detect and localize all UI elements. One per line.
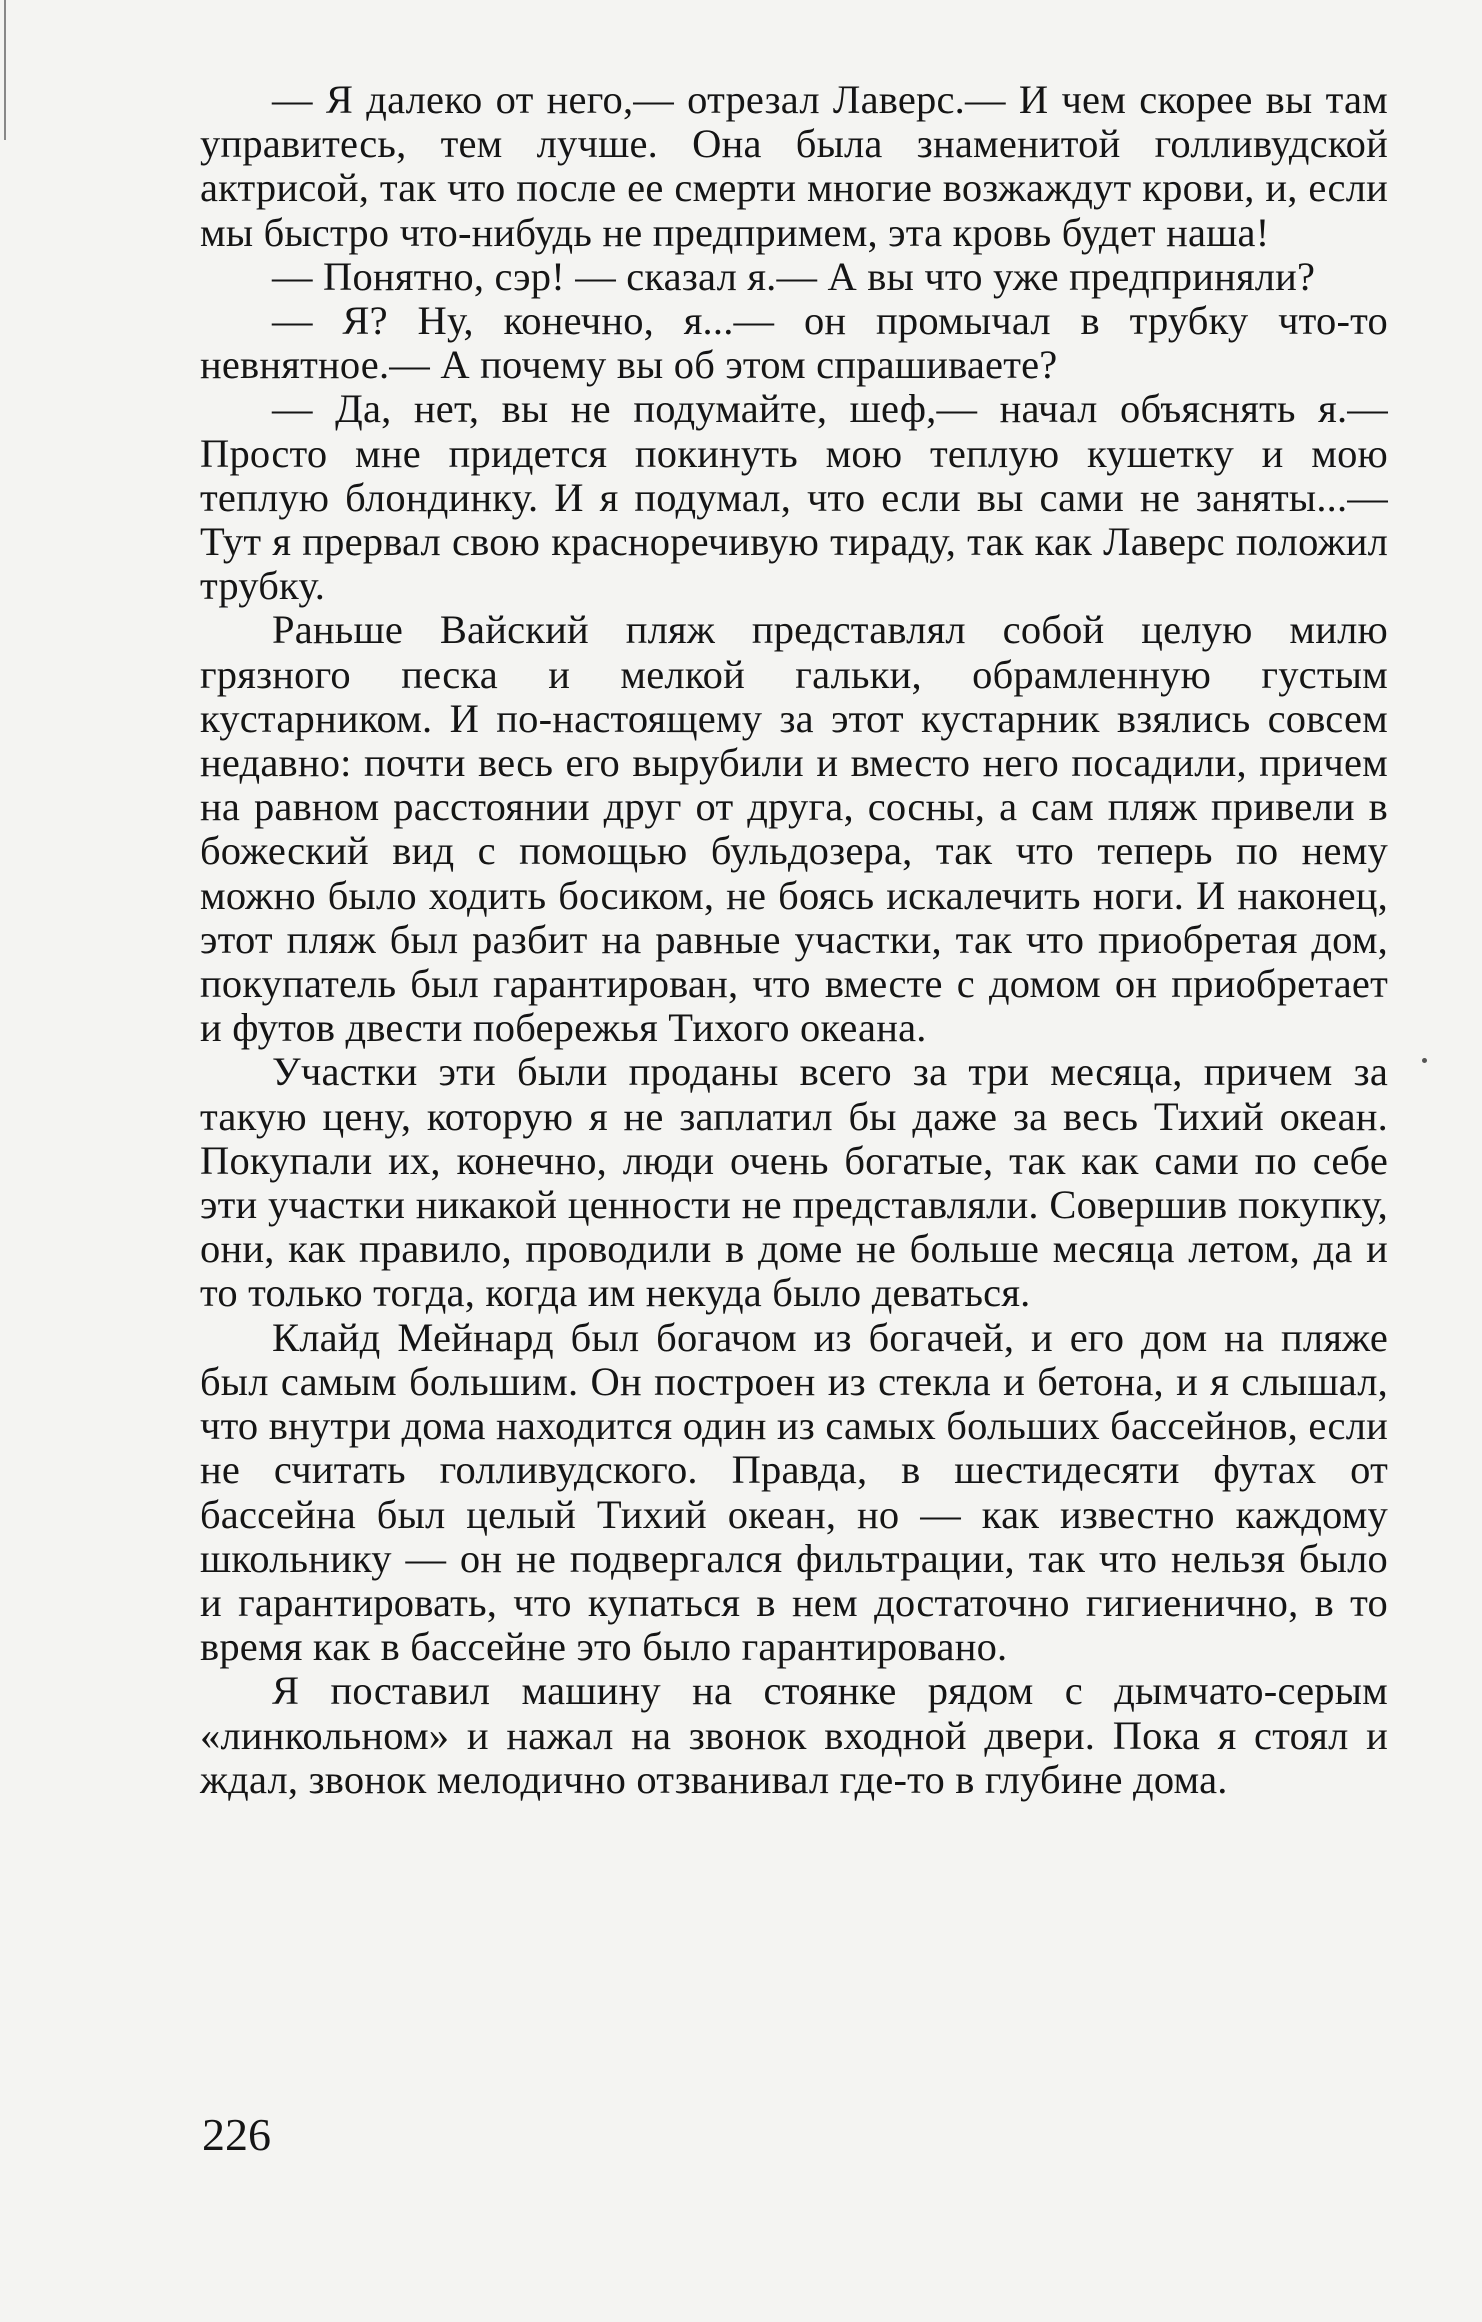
paragraph-5: Раньше Вайский пляж представлял собой целую милю грязного песка и мелкой гальки, обрамленную густым кустарником. И по-настоящему за этот кустарник взялись совсем недавно: почти весь его вырубили и вместо него посадили, причем на равном расстоянии друг от друга, сосны, а сам пляж привели в божеский вид с помощью бульдозера, так что теперь по нему можно было ходить босиком, не боясь искалечить ноги. И наконец, этот пляж был разбит на равные участки, так что приобретая дом, покупатель был гарантирован, что вместе с домом он приобретает и футов двести побережья Тихого океана. bbox=[200, 607, 1388, 1051]
paragraph-7: Клайд Мейнард был богачом из богачей, и его дом на пляже был самым большим. Он построен из стекла и бетона, и я слышал, что внутри дома находится один из самых больших бассейнов, если не считать голливудского. Правда, в шестидесяти футах от бассейна был целый Тихий океан, но — как известно каждому школьнику — он не подвергался фильтрации, так что нельзя было и гарантировать, что купаться в нем достаточно гигиенично, в то время как в бассейне это было гарантировано. bbox=[200, 1314, 1388, 1670]
paragraph-2: — Понятно, сэр! — сказал я.— А вы что уже предприняли? bbox=[272, 253, 1316, 299]
paragraph-4: — Да, нет, вы не подумайте, шеф,— начал объяснять я.— Просто мне придется покинуть мою теплую кушетку и мою теплую блондинку. И я подумал, что если вы сами не заняты...— Тут я прервал свою красноречивую тираду, так как Лаверс положил трубку. bbox=[200, 386, 1388, 609]
left-margin-line bbox=[4, 0, 6, 140]
book-page-text bbox=[200, 78, 1388, 1802]
paragraph-3: — Я? Ну, конечно, я...— он промычал в трубку что-то невнятное.— А почему вы об этом спрашиваете? bbox=[200, 298, 1388, 388]
paragraph-6: Участки эти были проданы всего за три месяца, причем за такую цену, которую я не заплатил бы даже за весь Тихий океан. Покупали их, конечно, люди очень богатые, так как сами по себе эти участки никакой ценности не представляли. Совершив покупку, они, как правило, проводили в доме не больше месяца летом, да и то только тогда, когда им некуда было деваться. bbox=[200, 1049, 1388, 1316]
paragraph-1: — Я далеко от него,— отрезал Лаверс.— И чем скорее вы там управитесь, тем лучше. Она была знаменитой голливудской актрисой, так что после ее смерти многие возжаждут крови, и, если мы быстро что-нибудь не предпримем, эта кровь будет наша! bbox=[200, 77, 1388, 255]
page-number: 226 bbox=[202, 2109, 271, 2160]
scan-speck bbox=[1422, 1058, 1427, 1063]
paragraph-8: Я поставил машину на стоянке рядом с дымчато-серым «линкольном» и нажал на звонок входной двери. Пока я стоял и ждал, звонок мелодично отзванивал где-то в глубине дома. bbox=[200, 1668, 1388, 1802]
